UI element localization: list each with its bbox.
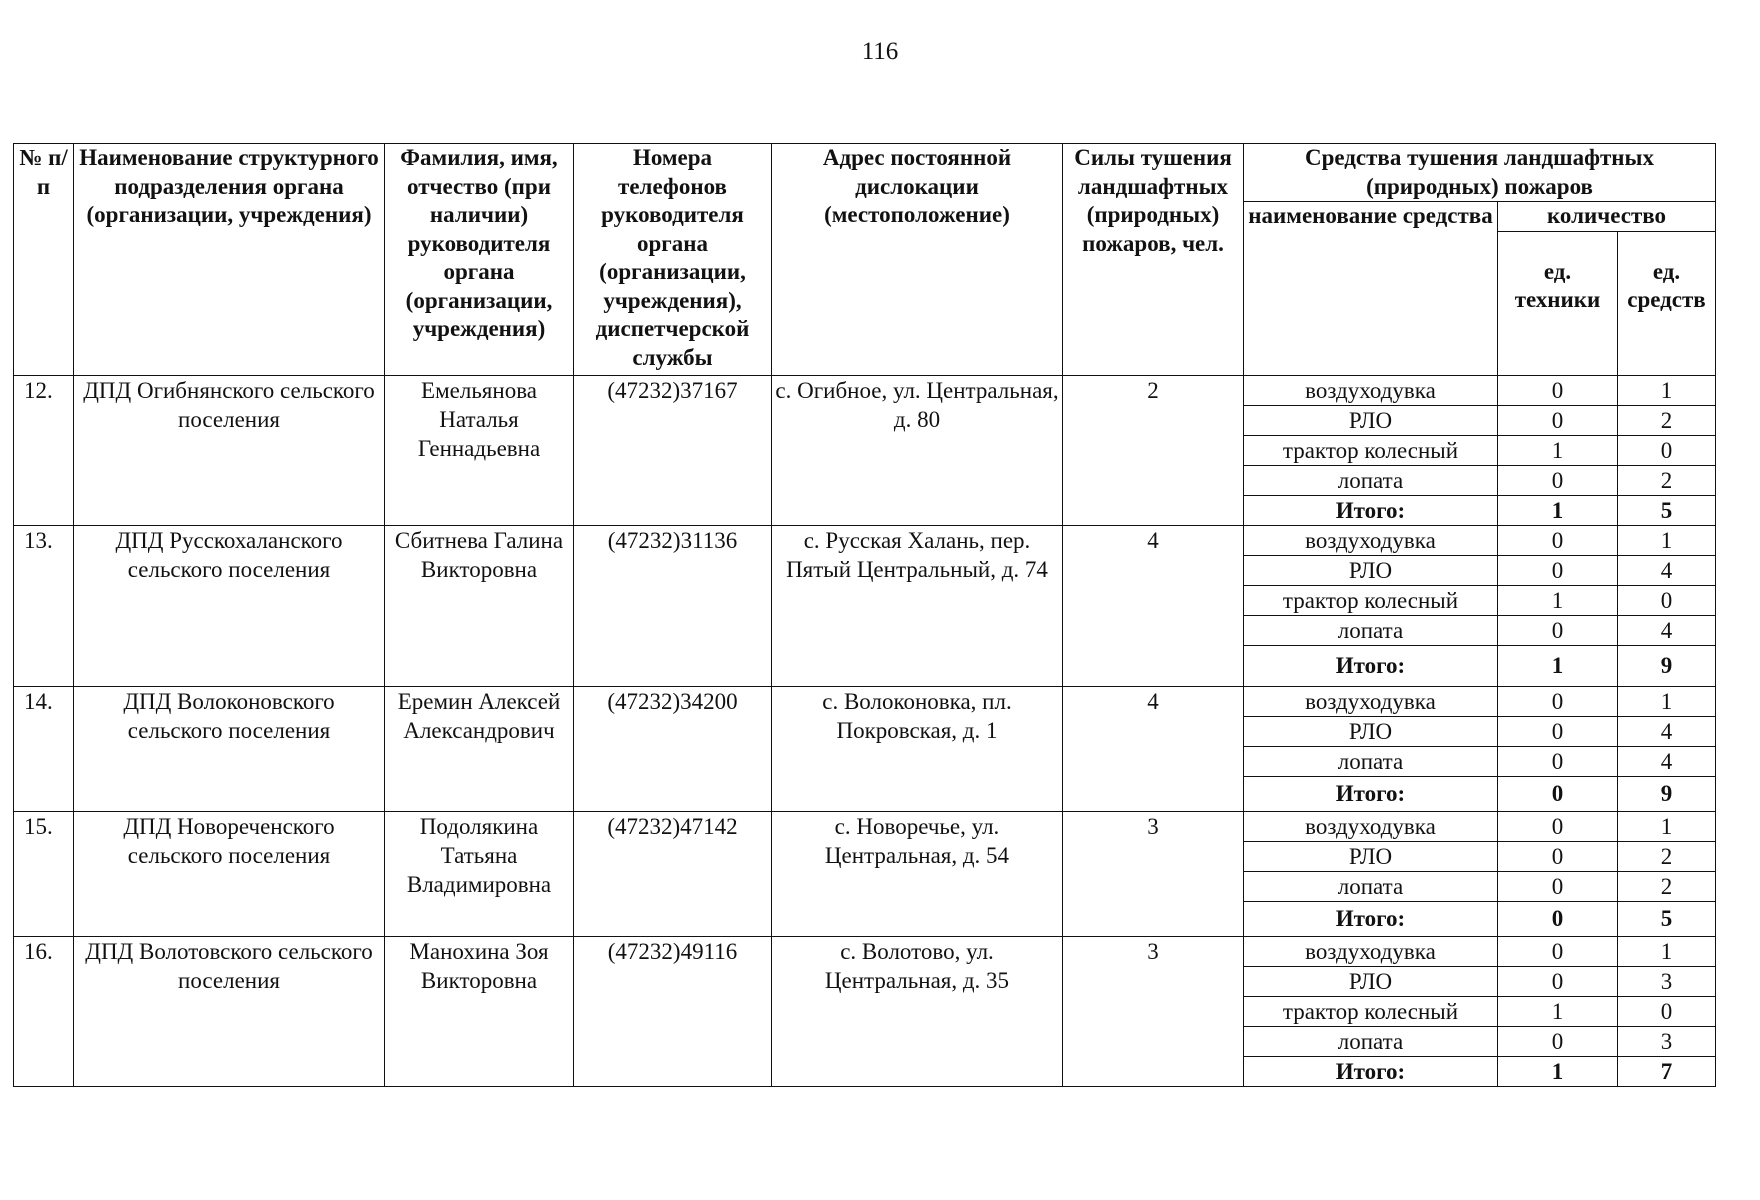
header-units-means: ед. средств [1618, 231, 1716, 375]
means-count-cell: 0 [1618, 585, 1716, 615]
row-head: Еремин Алексей Александрович [385, 686, 574, 811]
header-means: Средства тушения ландшафтных (природных) пожаров [1244, 144, 1716, 202]
row-head: Емельянова Наталья Геннадьевна [385, 375, 574, 525]
row-phone: (47232)37167 [574, 375, 772, 525]
table-row [14, 686, 1716, 716]
page-number: 116 [861, 38, 899, 65]
header-quantity: количество [1498, 202, 1716, 232]
means-name-cell: воздуходувка [1244, 686, 1498, 716]
equipment-count-cell: 0 [1498, 375, 1618, 405]
means-count-cell: 1 [1618, 936, 1716, 966]
header-units-equipment: ед. техники [1498, 231, 1618, 375]
total-equipment-cell: 1 [1498, 645, 1618, 686]
header-num: № п/п [14, 144, 74, 376]
table-header [14, 144, 1716, 376]
header-means-name: наименование средства [1244, 202, 1498, 376]
equipment-count-cell: 0 [1498, 716, 1618, 746]
means-count-cell: 4 [1618, 615, 1716, 645]
total-label-cell: Итого: [1244, 901, 1498, 936]
means-name-cell: трактор колесный [1244, 435, 1498, 465]
equipment-count-cell: 0 [1498, 746, 1618, 776]
equipment-count-cell: 0 [1498, 465, 1618, 495]
means-count-cell: 4 [1618, 746, 1716, 776]
means-count-cell: 1 [1618, 811, 1716, 841]
total-label-cell: Итого: [1244, 645, 1498, 686]
row-phone: (47232)31136 [574, 525, 772, 686]
means-count-cell: 2 [1618, 871, 1716, 901]
means-name-cell: воздуходувка [1244, 811, 1498, 841]
total-equipment-cell: 0 [1498, 776, 1618, 811]
equipment-count-cell: 0 [1498, 811, 1618, 841]
total-equipment-cell: 0 [1498, 901, 1618, 936]
means-name-cell: лопата [1244, 1026, 1498, 1056]
header-address: Адрес постоянной дислокации (местоположение) [772, 144, 1063, 376]
means-name-cell: лопата [1244, 465, 1498, 495]
means-count-cell: 2 [1618, 841, 1716, 871]
header-name: Наименование структурного подразделения органа (организации, учреждения) [74, 144, 385, 376]
header-head: Фамилия, имя, отчество (при наличии) руководителя органа (организации, учреждения) [385, 144, 574, 376]
total-means-cell: 9 [1618, 645, 1716, 686]
row-address: с. Новоречье, ул. Центральная, д. 54 [772, 811, 1063, 936]
row-name: ДПД Волоконовского сельского поселения [74, 686, 385, 811]
equipment-count-cell: 1 [1498, 585, 1618, 615]
row-forces: 3 [1063, 936, 1244, 1086]
equipment-count-cell: 0 [1498, 555, 1618, 585]
equipment-count-cell: 0 [1498, 405, 1618, 435]
equipment-count-cell: 0 [1498, 525, 1618, 555]
total-label-cell: Итого: [1244, 776, 1498, 811]
means-name-cell: лопата [1244, 615, 1498, 645]
units-table [13, 143, 1716, 1087]
table-row [14, 375, 1716, 405]
row-phone: (47232)47142 [574, 811, 772, 936]
means-name-cell: воздуходувка [1244, 936, 1498, 966]
means-name-cell: РЛО [1244, 405, 1498, 435]
row-head: Подолякина Татьяна Владимировна [385, 811, 574, 936]
equipment-count-cell: 0 [1498, 1026, 1618, 1056]
header-forces: Силы тушения ландшафтных (природных) пожаров, чел. [1063, 144, 1244, 376]
total-label-cell: Итого: [1244, 1056, 1498, 1086]
means-count-cell: 2 [1618, 405, 1716, 435]
equipment-count-cell: 0 [1498, 871, 1618, 901]
equipment-count-cell: 0 [1498, 936, 1618, 966]
total-equipment-cell: 1 [1498, 1056, 1618, 1086]
means-name-cell: трактор колесный [1244, 585, 1498, 615]
table-body [14, 375, 1716, 1086]
header-phone: Номера телефонов руководителя органа (организации, учреждения), диспетчерской службы [574, 144, 772, 376]
means-name-cell: воздуходувка [1244, 375, 1498, 405]
total-means-cell: 7 [1618, 1056, 1716, 1086]
means-name-cell: воздуходувка [1244, 525, 1498, 555]
means-name-cell: РЛО [1244, 716, 1498, 746]
total-label-cell: Итого: [1244, 495, 1498, 525]
means-name-cell: РЛО [1244, 555, 1498, 585]
means-count-cell: 4 [1618, 716, 1716, 746]
row-name: ДПД Огибнянского сельского поселения [74, 375, 385, 525]
means-name-cell: лопата [1244, 871, 1498, 901]
means-count-cell: 0 [1618, 435, 1716, 465]
means-count-cell: 3 [1618, 966, 1716, 996]
means-count-cell: 1 [1618, 686, 1716, 716]
means-count-cell: 1 [1618, 525, 1716, 555]
row-phone: (47232)34200 [574, 686, 772, 811]
total-equipment-cell: 1 [1498, 495, 1618, 525]
equipment-count-cell: 0 [1498, 615, 1618, 645]
table-row [14, 811, 1716, 841]
table-row [14, 936, 1716, 966]
means-count-cell: 2 [1618, 465, 1716, 495]
means-count-cell: 0 [1618, 996, 1716, 1026]
row-num: 14. [14, 686, 74, 811]
row-num: 15. [14, 811, 74, 936]
equipment-count-cell: 0 [1498, 966, 1618, 996]
means-count-cell: 3 [1618, 1026, 1716, 1056]
means-name-cell: лопата [1244, 746, 1498, 776]
total-means-cell: 5 [1618, 901, 1716, 936]
row-name: ДПД Волотовского сельского поселения [74, 936, 385, 1086]
row-phone: (47232)49116 [574, 936, 772, 1086]
total-means-cell: 5 [1618, 495, 1716, 525]
row-forces: 4 [1063, 525, 1244, 686]
row-num: 12. [14, 375, 74, 525]
row-name: ДПД Новореченского сельского поселения [74, 811, 385, 936]
row-head: Сбитнева Галина Викторовна [385, 525, 574, 686]
means-count-cell: 4 [1618, 555, 1716, 585]
row-address: с. Огибное, ул. Центральная, д. 80 [772, 375, 1063, 525]
equipment-count-cell: 1 [1498, 996, 1618, 1026]
row-name: ДПД Русскохаланского сельского поселения [74, 525, 385, 686]
means-name-cell: трактор колесный [1244, 996, 1498, 1026]
means-name-cell: РЛО [1244, 966, 1498, 996]
equipment-count-cell: 0 [1498, 841, 1618, 871]
means-count-cell: 1 [1618, 375, 1716, 405]
equipment-count-cell: 0 [1498, 686, 1618, 716]
table-row [14, 525, 1716, 555]
total-means-cell: 9 [1618, 776, 1716, 811]
row-address: с. Волоконовка, пл. Покровская, д. 1 [772, 686, 1063, 811]
means-name-cell: РЛО [1244, 841, 1498, 871]
equipment-count-cell: 1 [1498, 435, 1618, 465]
row-forces: 4 [1063, 686, 1244, 811]
row-head: Манохина Зоя Викторовна [385, 936, 574, 1086]
row-address: с. Волотово, ул. Центральная, д. 35 [772, 936, 1063, 1086]
row-forces: 3 [1063, 811, 1244, 936]
row-num: 16. [14, 936, 74, 1086]
row-address: с. Русская Халань, пер. Пятый Центральный, д. 74 [772, 525, 1063, 686]
row-num: 13. [14, 525, 74, 686]
row-forces: 2 [1063, 375, 1244, 525]
